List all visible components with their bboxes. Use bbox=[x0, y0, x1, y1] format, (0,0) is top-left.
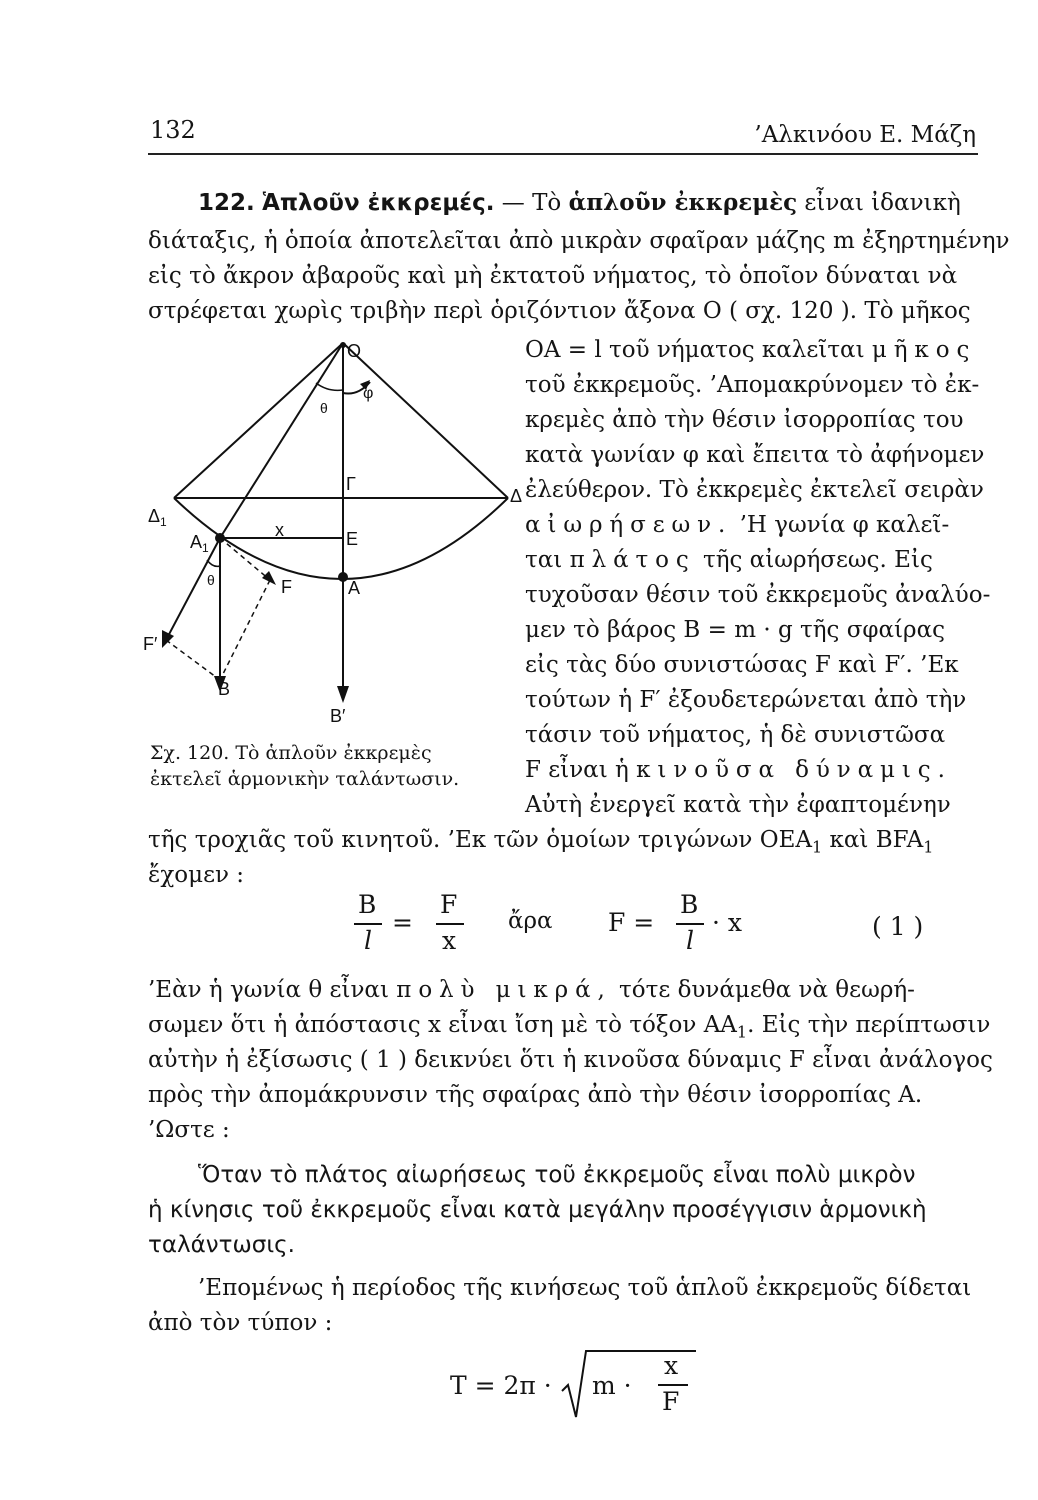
body-line-triangles: τῆς τροχιᾶς τοῦ κινητοῦ. ’Εκ τῶν ὁμοίων τριγώνων $OEA_1$ καὶ $BFA_1$ bbox=[148, 827, 934, 857]
section-title: Ἁπλοῦν ἐκκρεμές. bbox=[262, 190, 495, 216]
section-number: 122. bbox=[198, 190, 255, 216]
label-delta1: $\Delta_1$ bbox=[148, 506, 167, 529]
eq2-denominator-f: F bbox=[662, 1387, 680, 1416]
page-number: 132 bbox=[150, 116, 196, 144]
label-bprime: B′ bbox=[330, 706, 346, 726]
right-line-4: κατὰ γωνίαν φ καὶ ἔπειτα τὸ ἀφήνομεν bbox=[525, 442, 985, 468]
running-header-author: ’Αλκινόου Ε. Μάζη bbox=[754, 122, 976, 148]
right-line-11: τούτων ἡ F′ ἐξουδετερώνεται ἀπὸ τὴν bbox=[525, 687, 967, 713]
right-line-2: τοῦ ἐκκρεμοῦς. ’Απομακρύνομεν τὸ ἐκ- bbox=[525, 372, 980, 398]
label-a1: $A_1$ bbox=[190, 532, 209, 555]
label-fprime: F′ bbox=[143, 634, 158, 654]
label-theta-lower: θ bbox=[207, 572, 215, 588]
label-gamma: Γ bbox=[346, 474, 356, 494]
label-phi: φ bbox=[363, 385, 374, 402]
eq2-lhs: T = 2π · bbox=[450, 1371, 552, 1400]
section-line-rest: εἶναι ἰδανικὴ bbox=[797, 190, 961, 216]
figure-caption-line-1: Σχ. 120. Τὸ ἁπλοῦν ἐκκρεμὲς bbox=[150, 742, 432, 764]
pivot-point-o bbox=[340, 342, 346, 348]
term-poly-mikra: πολὺ μικρά, bbox=[396, 977, 612, 1003]
body-para-1-line-3: αὐτὴν ἡ ἐξίσωσις ( 1 ) δεικνύει ὅτι ἡ κινοῦσα δύναμις F εἶναι ἀνάλογος bbox=[148, 1047, 993, 1073]
label-x: x bbox=[275, 520, 284, 540]
section-heading-line bbox=[198, 186, 961, 220]
term-kinousa-dynamis: κινοῦσα δύναμις. bbox=[636, 757, 952, 783]
right-line-10: εἰς τὰς δύο συνιστώσας F καὶ F′. ’Εκ bbox=[525, 652, 959, 678]
body-line-exomen: ἔχομεν : bbox=[148, 862, 245, 888]
figure-caption-line-2: ἐκτελεῖ ἁρμονικὴν ταλάντωσιν. bbox=[150, 768, 460, 790]
eq1-denominator-l: l bbox=[364, 926, 372, 955]
eq1-numerator-b2: B bbox=[680, 890, 699, 919]
eq1-times-x: · x bbox=[712, 908, 742, 937]
right-line-8: τυχοῦσαν θέσιν τοῦ ἐκκρεμοῦς ἀναλύο- bbox=[525, 582, 991, 608]
right-line-7: ται πλάτος τῆς αἰωρήσεως. Εἰς bbox=[525, 547, 933, 573]
eq1-lhs-f: F = bbox=[608, 908, 655, 937]
eq2-fraction-bar bbox=[658, 1384, 688, 1386]
equation-1 bbox=[340, 890, 980, 970]
eq2-sqrt-sign bbox=[562, 1347, 702, 1427]
label-a: A bbox=[348, 578, 361, 598]
eq1-fraction-bar-3 bbox=[676, 923, 704, 925]
body-line-4: στρέφεται χωρὶς τριβὴν περὶ ὁριζόντιον ἄξονα O ( σχ. 120 ). Τὸ μῆκος bbox=[148, 298, 971, 324]
right-line-6: αἰωρήσεων. ’Η γωνία φ καλεῖ- bbox=[525, 512, 950, 538]
eq1-denominator-x: x bbox=[442, 926, 457, 955]
arrowhead-fprime bbox=[162, 630, 174, 648]
conclusion-line-2: ἡ κίνησις τοῦ ἐκκρεμοῦς εἶναι κατὰ μεγάλην προσέγγισιν ἁρμονικὴ bbox=[148, 1197, 927, 1223]
label-e: E bbox=[346, 529, 359, 549]
tangent-force-f bbox=[220, 538, 270, 580]
force-vector-fprime bbox=[166, 538, 220, 640]
eq1-equals: = bbox=[392, 908, 413, 937]
eq1-denominator-l2: l bbox=[686, 926, 694, 955]
label-o: O bbox=[347, 341, 362, 361]
pendulum-figure bbox=[140, 330, 523, 730]
label-b: B bbox=[218, 679, 231, 699]
conclusion-line-1: Ὅταν τὸ πλάτος αἰωρήσεως τοῦ ἐκκρεμοῦς εἶναι πολὺ μικρὸν bbox=[198, 1162, 916, 1188]
right-line-5: ἐλεύθερον. Τὸ ἐκκρεμὲς ἐκτελεῖ σειρὰν bbox=[525, 477, 984, 503]
body-line-3: εἰς τὸ ἄκρον ἀβαροῦς καὶ μὴ ἐκτατοῦ νήματος, τὸ ὁποῖον δύναται νὰ bbox=[148, 263, 958, 289]
string-to-a1 bbox=[220, 343, 343, 538]
eq1-fraction-bar-1 bbox=[354, 923, 382, 925]
eq1-number: ( 1 ) bbox=[872, 912, 924, 941]
eq2-m: m · bbox=[592, 1371, 632, 1400]
label-f: F bbox=[281, 577, 292, 597]
eq2-numerator-x: x bbox=[664, 1351, 679, 1380]
angle-theta-arc-top bbox=[316, 383, 343, 390]
right-line-14: Αὐτὴ ἐνεργεῖ κατὰ τὴν ἐφαπτομένην bbox=[525, 792, 951, 818]
body-para-1-line-4: πρὸς τὴν ἀπομάκρυνσιν τῆς σφαίρας ἀπὸ τὴν θέσιν ἰσορροπίας A. bbox=[148, 1082, 923, 1108]
label-delta: Δ bbox=[510, 486, 523, 506]
body-para-1-line-2: σωμεν ὅτι ἡ ἀπόστασις x εἶναι ἴση μὲ τὸ τόξον $AA_1$. Εἰς τὴν περίπτωσιν bbox=[148, 1012, 991, 1042]
body-line-formula-intro: ἀπὸ τὸν τύπον : bbox=[148, 1310, 333, 1336]
eq1-numerator-f: F bbox=[440, 890, 458, 919]
right-line-3: κρεμὲς ἀπὸ τὴν θέσιν ἰσορροπίας του bbox=[525, 407, 964, 433]
string-to-delta bbox=[343, 343, 508, 498]
section-dash: — Τὸ bbox=[494, 190, 569, 216]
body-line-period: ’Επομένως ἡ περίοδος τῆς κινήσεως τοῦ ἁπλοῦ ἐκκρεμοῦς δίδεται bbox=[198, 1275, 972, 1301]
conclusion-line-3: ταλάντωσις. bbox=[148, 1232, 295, 1258]
body-para-1-line-1: ’Εὰν ἡ γωνία θ εἶναι πολὺ μικρά, τότε δυνάμεθα νὰ θεωρή- bbox=[148, 977, 915, 1003]
eq1-ara: ἄρα bbox=[508, 908, 553, 934]
term-aioriseon: αἰωρήσεων. bbox=[525, 512, 733, 538]
equation-2 bbox=[450, 1345, 750, 1435]
body-line-2: διάταξις, ἡ ὁποία ἀποτελεῖται ἀπὸ μικρὰν σφαῖραν μάζης m ἐξηρτημένην bbox=[148, 228, 1010, 254]
eq1-fraction-bar-2 bbox=[436, 923, 464, 925]
section-term: ἁπλοῦν ἐκκρεμὲς bbox=[568, 189, 798, 216]
label-theta-top: θ bbox=[320, 400, 328, 416]
parallelogram-side-left bbox=[166, 640, 220, 680]
eq1-numerator-b: B bbox=[358, 890, 377, 919]
right-line-12: τάσιν τοῦ νήματος, ἡ δὲ συνιστῶσα bbox=[525, 722, 946, 748]
equilibrium-point-a bbox=[338, 572, 348, 582]
string-to-delta1 bbox=[174, 343, 343, 498]
right-line-1: OA = l τοῦ νήματος καλεῖται μῆκος bbox=[525, 337, 977, 363]
bob-position-a1 bbox=[215, 533, 225, 543]
body-para-1-line-5: ’Ωστε : bbox=[148, 1117, 230, 1143]
right-line-13: F εἶναι ἡ κινοῦσα δύναμις. bbox=[525, 757, 952, 783]
term-mikos: μῆκος bbox=[871, 337, 977, 363]
header-rule bbox=[148, 153, 978, 155]
parallelogram-side-right bbox=[220, 580, 270, 680]
right-line-9: μεν τὸ βάρος B = m · g τῆς σφαίρας bbox=[525, 617, 945, 643]
arrowhead-bprime bbox=[337, 686, 349, 703]
term-platos: πλάτος bbox=[569, 547, 696, 573]
